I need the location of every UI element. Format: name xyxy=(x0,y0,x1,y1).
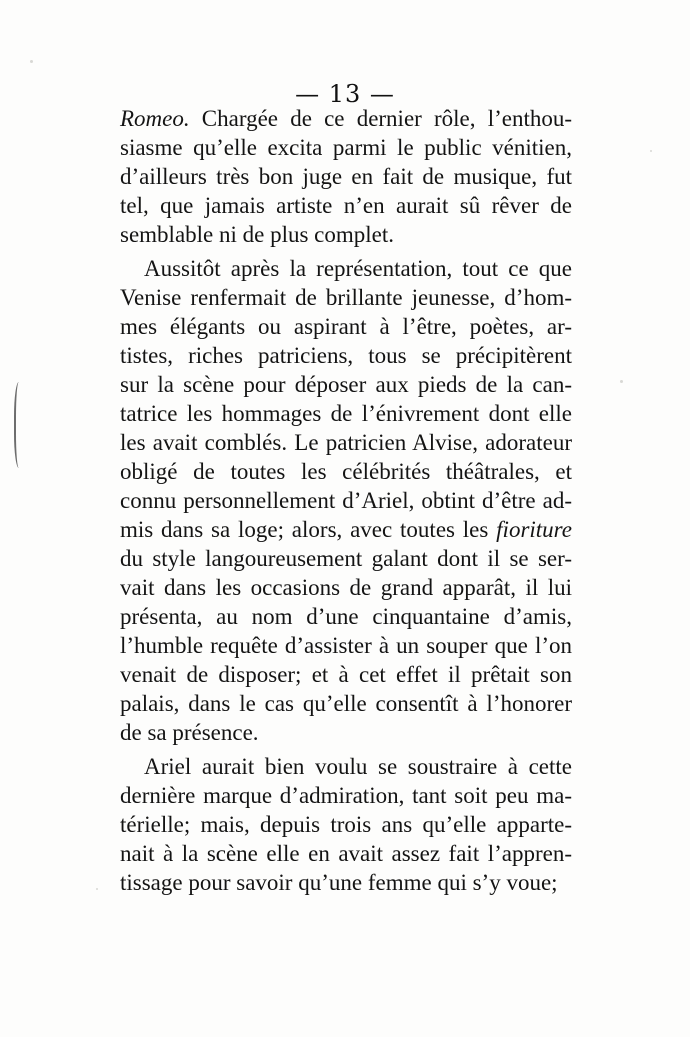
paper-speck xyxy=(96,888,98,890)
line-text: térielle; mais, depuis trois ans qu’elle apparte- xyxy=(120,812,572,837)
line-text: siasme qu’elle excita parmi le public vénitien, xyxy=(120,135,572,160)
line-text: Aussitôt après la représentation, tout ce que xyxy=(144,256,572,281)
text-line xyxy=(120,370,572,399)
line-text: connu personnellement d’Ariel, obtint d’être ad- xyxy=(120,488,572,513)
line-text: tel, que jamais artiste n’en aurait sû rêver de xyxy=(120,193,572,218)
line-text: les avait comblés. Le patricien Alvise, adorateur xyxy=(120,430,572,455)
line-text: sur la scène pour déposer aux pieds de la can- xyxy=(120,372,572,397)
text-line xyxy=(120,283,572,312)
text-line xyxy=(120,752,572,781)
italic-word: fioriture xyxy=(496,517,572,542)
line-text: palais, dans le cas qu’elle consentît à l’honorer xyxy=(120,691,572,716)
text-line xyxy=(120,573,572,602)
text-line xyxy=(120,810,572,839)
line-text: obligé de toutes les célébrités théâtrales, et xyxy=(120,459,572,484)
line-text: venait de disposer; et à cet effet il prêtait son xyxy=(120,662,572,687)
line-text: tatrice les hommages de l’énivrement dont elle xyxy=(120,401,572,426)
body-text xyxy=(120,104,572,897)
paragraph xyxy=(120,104,572,249)
italic-word: Romeo. xyxy=(120,106,190,131)
line-text: présenta, au nom d’une cinquantaine d’amis, xyxy=(120,604,572,629)
text-line xyxy=(120,191,572,220)
line-text: Chargée de ce dernier rôle, l’enthou- xyxy=(189,106,572,131)
text-line xyxy=(120,133,572,162)
paper-speck xyxy=(650,150,652,152)
line-text: Venise renfermait de brillante jeunesse, d’hom- xyxy=(120,285,572,310)
text-line xyxy=(120,515,572,544)
text-line xyxy=(120,457,572,486)
paragraph xyxy=(120,254,572,747)
line-text: semblable ni de plus complet. xyxy=(120,222,395,247)
line-text: de sa présence. xyxy=(120,720,259,745)
line-text: mis dans sa loge; alors, avec toutes les xyxy=(120,517,497,542)
line-text: Ariel aurait bien voulu se soustraire à cette xyxy=(144,754,572,779)
text-line xyxy=(120,254,572,283)
text-line xyxy=(120,839,572,868)
line-text: dernière marque d’admiration, tant soit peu ma- xyxy=(120,783,572,808)
line-text: mes élégants ou aspirant à l’être, poètes, ar- xyxy=(120,314,572,339)
text-line xyxy=(120,602,572,631)
line-text: tissage pour savoir qu’une femme qui s’y voue; xyxy=(120,870,558,895)
margin-mark xyxy=(14,382,26,468)
line-text: vait dans les occasions de grand apparât, il lui xyxy=(120,575,572,600)
text-line xyxy=(120,341,572,370)
text-line xyxy=(120,399,572,428)
paragraph xyxy=(120,752,572,897)
text-line xyxy=(120,660,572,689)
line-text: du style langoureusement galant dont il se ser- xyxy=(120,546,572,571)
text-line xyxy=(120,868,572,897)
line-text: l’humble requête d’assister à un souper que l’on xyxy=(120,633,572,658)
text-line xyxy=(120,220,572,249)
line-text: nait à la scène elle en avait assez fait l’appren- xyxy=(120,841,572,866)
text-line xyxy=(120,781,572,810)
text-line xyxy=(120,104,572,133)
paper-speck xyxy=(620,380,623,383)
line-text: d’ailleurs très bon juge en fait de musique, fut xyxy=(120,164,572,189)
text-line xyxy=(120,689,572,718)
text-line xyxy=(120,486,572,515)
text-line xyxy=(120,631,572,660)
text-line xyxy=(120,162,572,191)
text-line xyxy=(120,544,572,573)
paper-speck xyxy=(30,60,33,63)
text-line xyxy=(120,718,572,747)
text-line xyxy=(120,428,572,457)
line-text: tistes, riches patriciens, tous se précipitèrent xyxy=(120,343,572,368)
page-number: — 13 — xyxy=(295,80,395,108)
text-line xyxy=(120,312,572,341)
